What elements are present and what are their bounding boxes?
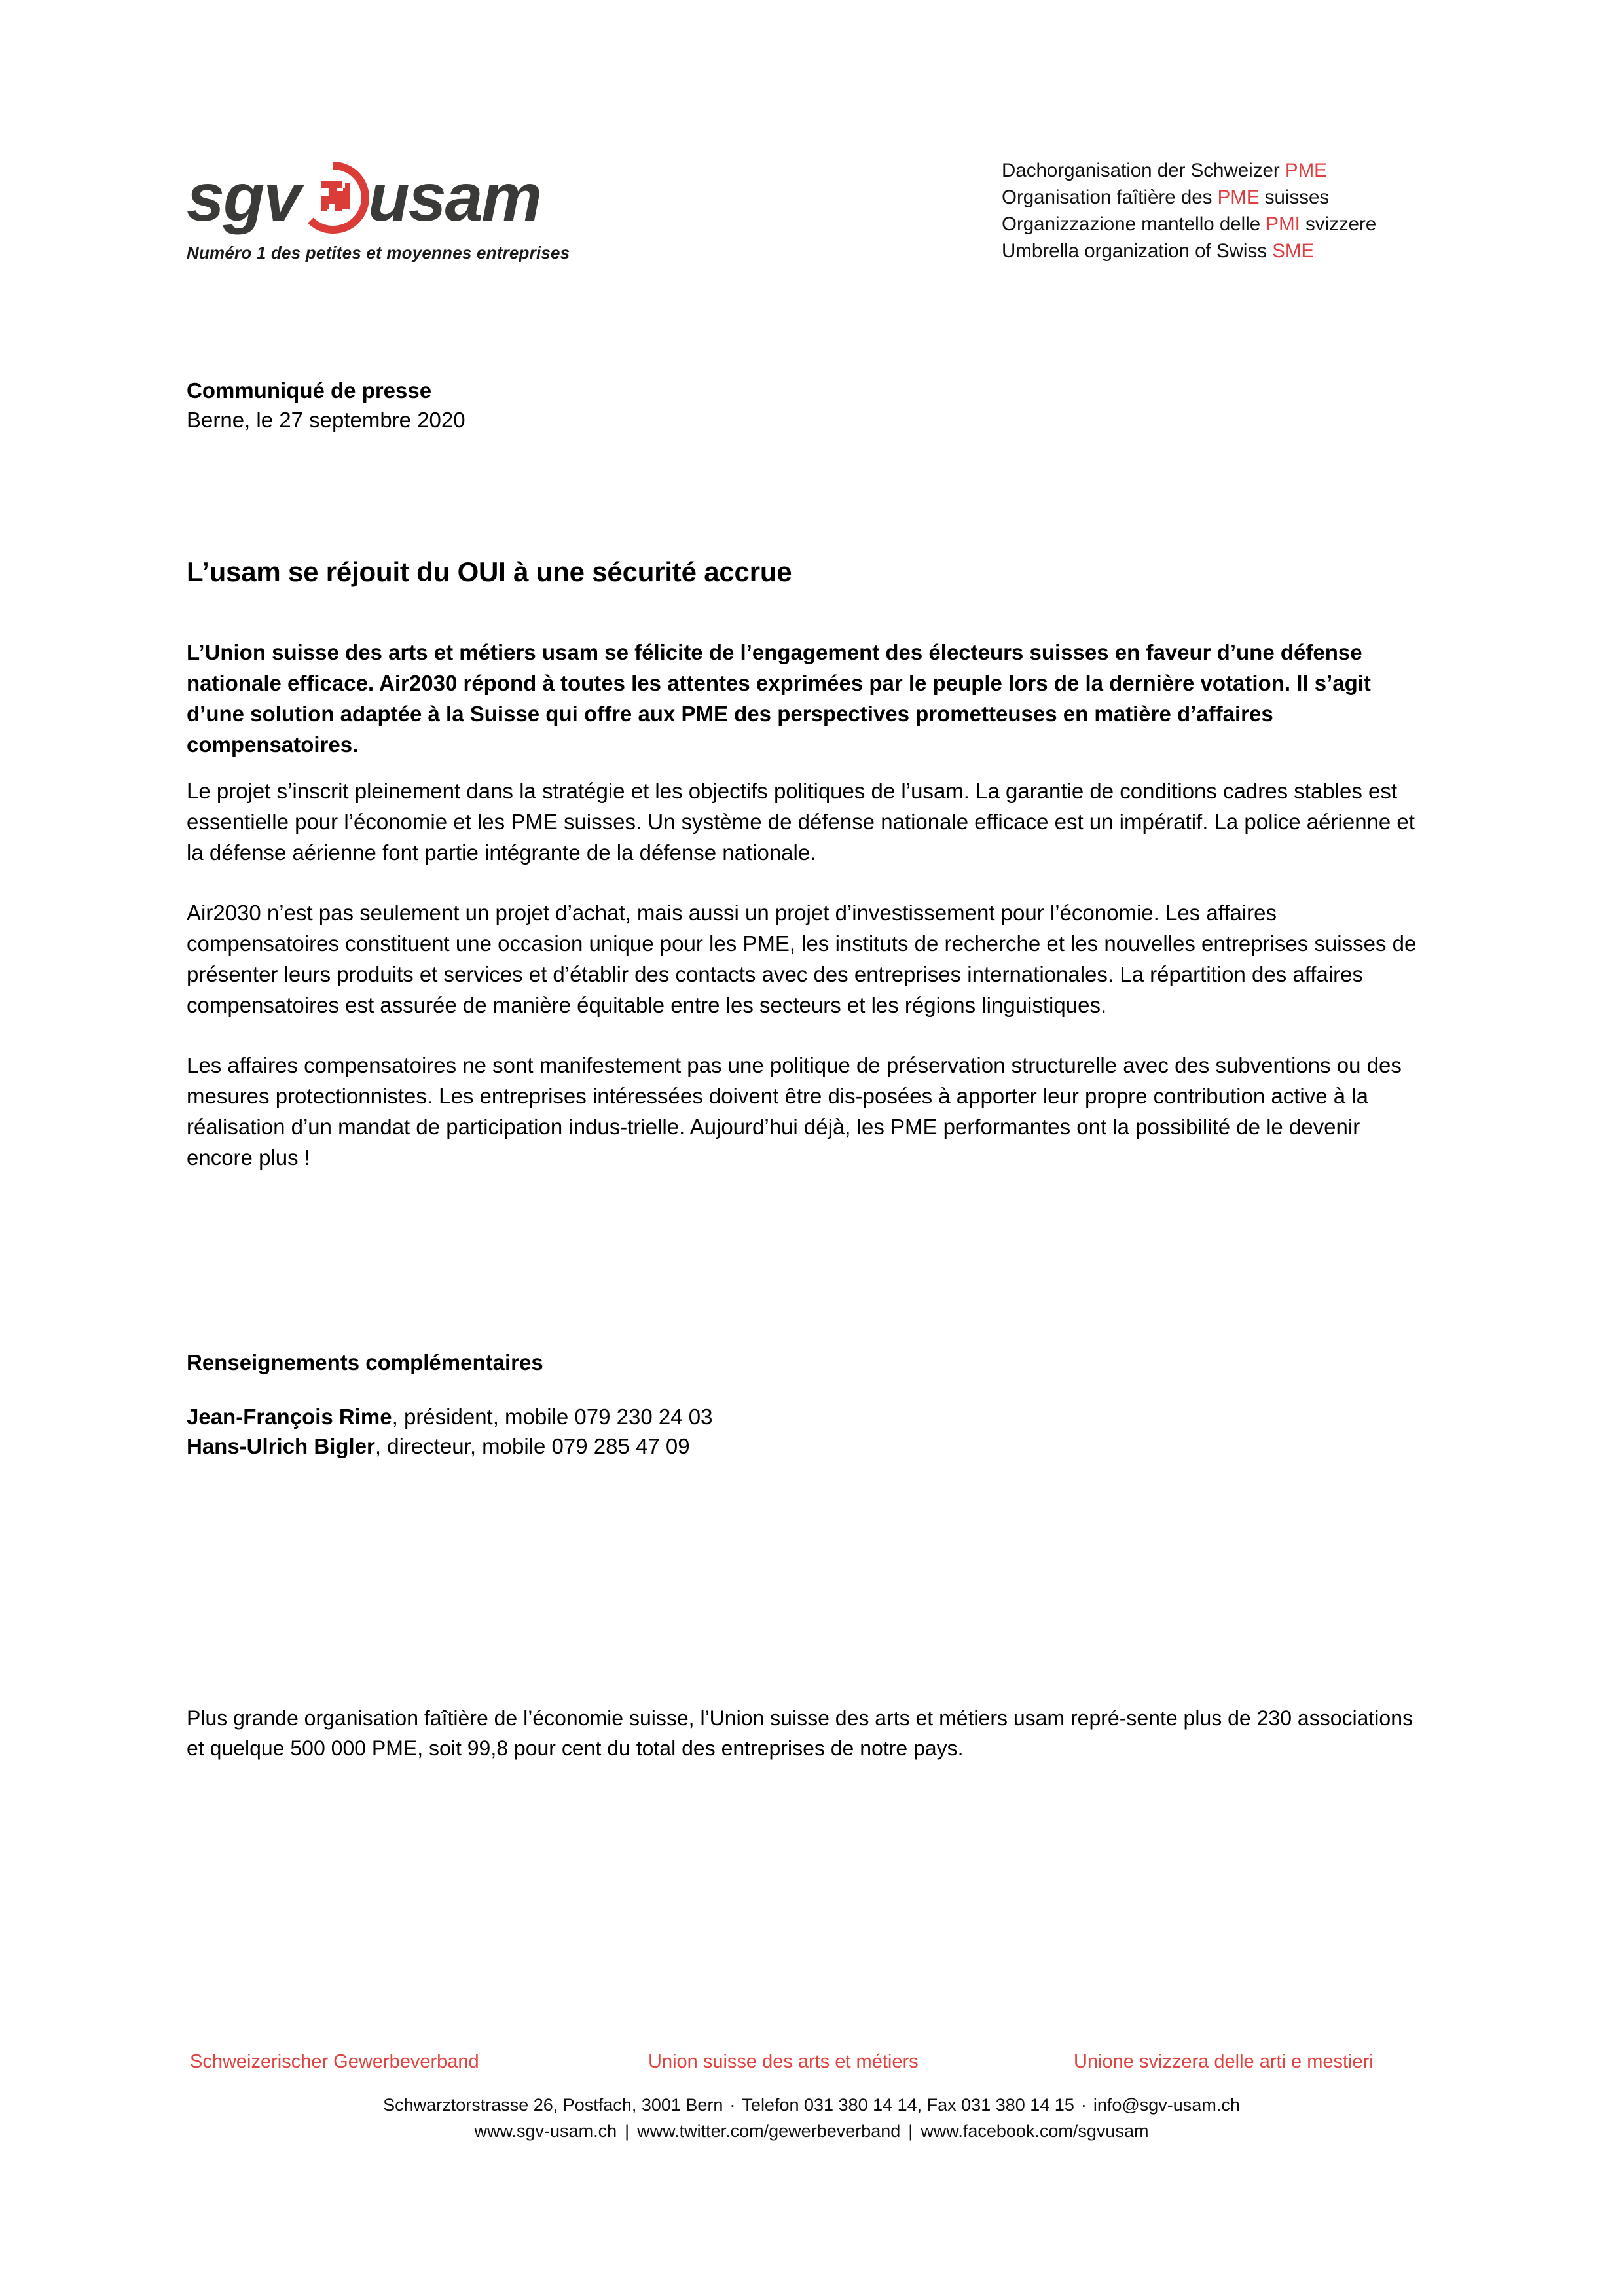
header-language-en xyxy=(1002,238,1376,264)
header-language-fr-suffix: suisses xyxy=(1259,187,1330,208)
header-language-it-prefix: Organizzazione mantello delle xyxy=(1002,213,1266,235)
body-paragraph: Les affaires compensatoires ne sont manifestement pas une politique de préservation structurelle avec des subventions ou des mesures protectionnistes. Les entreprises intéressées doivent être dis-posées à apporter leur propre contribution active à la réalisation d’un mandat de participation indus-trielle. Aujourd’hui déjà, les PME performantes ont la possibilité de le devenir encore plus ! xyxy=(187,1053,1402,1170)
header-language-en-prefix: Umbrella organization of Swiss xyxy=(1002,240,1273,262)
footer-separator-1: · xyxy=(729,2095,736,2115)
organization-logo xyxy=(187,159,593,263)
footer-org-name-de: Schweizerischer Gewerbeverband xyxy=(190,2051,479,2072)
body-paragraph: Le projet s’inscrit pleinement dans la stratégie et les objectifs politiques de l’usam. La garantie de conditions cadres stables est essentielle pour l’économie et les PME suisses. Un système de défense nationale efficace est un impératif. La police aérienne et la défense aérienne font partie intégrante de la défense nationale. xyxy=(187,779,1415,865)
contact-person-details: , directeur, mobile 079 285 47 09 xyxy=(374,1434,690,1458)
header-language-de xyxy=(1002,157,1376,184)
contact-person xyxy=(187,1402,1424,1431)
contact-person-details: , président, mobile 079 230 24 03 xyxy=(392,1405,713,1429)
contacts-section xyxy=(187,1348,1424,1461)
footer-org-names xyxy=(0,2049,1623,2080)
document-header xyxy=(0,0,1623,281)
footer-org-name-fr: Union suisse des arts et métiers xyxy=(648,2051,919,2072)
footer-website-link[interactable]: www.sgv-usam.ch xyxy=(474,2121,617,2141)
boilerplate-paragraph: Plus grande organisation faîtière de l’économie suisse, l’Union suisse des arts et métiers usam repré-sente plus de 230 associations et quelque 500 000 PME, soit 99,8 pour cent du total des entreprises de notre pays. xyxy=(187,1706,1413,1760)
logo-text-sgv: sgv xyxy=(187,160,301,236)
body-paragraphs xyxy=(187,776,1417,1173)
footer-separator-2: · xyxy=(1080,2095,1087,2115)
header-language-fr-prefix: Organisation faîtière des xyxy=(1002,187,1218,208)
release-dateline: Berne, le 27 septembre 2020 xyxy=(187,408,465,432)
contact-person xyxy=(187,1431,1424,1461)
footer-org-name-it: Unione svizzera delle arti e mestieri xyxy=(1074,2051,1374,2072)
footer-link-separator-2: | xyxy=(908,2121,913,2141)
footer-contact-info xyxy=(0,2092,1623,2144)
header-language-list xyxy=(1002,157,1376,264)
header-language-fr-accent: PME xyxy=(1217,187,1260,208)
footer-links-line xyxy=(0,2118,1623,2144)
footer-facebook-link[interactable]: www.facebook.com/sgvusam xyxy=(921,2121,1149,2141)
contact-person-name: Jean-François Rime xyxy=(187,1405,392,1429)
lead-paragraph: L’Union suisse des arts et métiers usam se félicite de l’engagement des électeurs suisses en faveur d’une défense nationale efficace. Air2030 répond à toutes les attentes exprimées par le peuple lors de la dernière votation. Il s’agit d’une solution adaptée à la Suisse qui offre aux PME des perspectives prometteuses en matière d’affaires compensatoires. xyxy=(187,640,1371,757)
logo-tagline: Numéro 1 des petites et moyennes entreprises xyxy=(187,243,570,262)
header-language-de-accent: PME xyxy=(1285,160,1327,181)
footer-link-separator-1: | xyxy=(625,2121,630,2141)
footer-street: Schwarztorstrasse 26, Postfach, 3001 Bern xyxy=(383,2095,723,2115)
logo-text-usam: usam xyxy=(368,160,541,236)
logo-wordmark xyxy=(187,159,593,236)
release-kicker: Communiqué de presse xyxy=(187,378,432,403)
header-language-it-suffix: svizzere xyxy=(1300,213,1377,235)
contacts-heading: Renseignements complémentaires xyxy=(187,1350,543,1374)
header-language-it-accent: PMI xyxy=(1266,213,1300,235)
body-paragraph: Air2030 n’est pas seulement un projet d’achat, mais aussi un projet d’investissement pour l’économie. Les affaires compensatoires constituent une occasion unique pour les PME, les instituts de recherche et les nouvelles entreprises suisses de présenter leurs produits et services et d’établir des contacts avec des entreprises internationales. La répartition des affaires compensatoires est assurée de manière équitable entre les secteurs et les régions linguistiques. xyxy=(187,901,1417,1017)
header-language-de-prefix: Dachorganisation der Schweizer xyxy=(1002,160,1285,181)
document-footer xyxy=(0,2049,1623,2144)
footer-email-link[interactable]: info@sgv-usam.ch xyxy=(1093,2095,1240,2115)
header-language-en-accent: SME xyxy=(1272,240,1315,262)
page-title: L’usam se réjouit du OUI à une sécurité accrue xyxy=(187,556,792,588)
swiss-cross-circle-emblem-icon xyxy=(297,162,369,234)
footer-phone: Telefon 031 380 14 14, Fax 031 380 14 15 xyxy=(742,2095,1074,2115)
header-language-it xyxy=(1002,211,1376,238)
contact-person-name: Hans-Ulrich Bigler xyxy=(187,1434,375,1458)
footer-address-line xyxy=(0,2092,1623,2118)
footer-twitter-link[interactable]: www.twitter.com/gewerbeverband xyxy=(637,2121,901,2141)
release-meta xyxy=(187,376,1424,435)
header-language-fr xyxy=(1002,184,1376,211)
